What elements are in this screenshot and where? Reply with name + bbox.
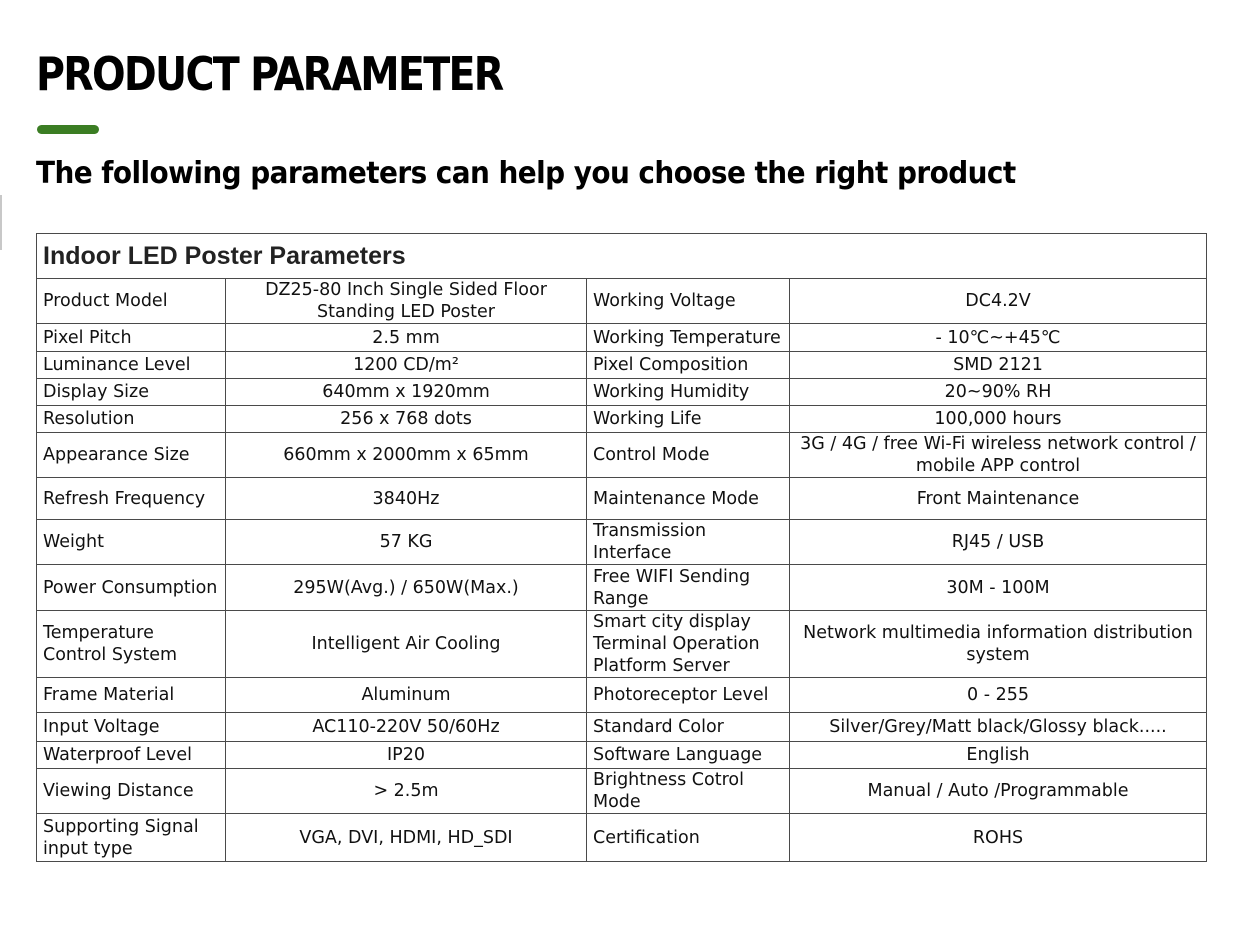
table-title-row	[37, 234, 1207, 279]
param-label: Weight	[37, 520, 226, 565]
param-label: Supporting Signal input type	[37, 814, 226, 862]
table-row	[37, 478, 1207, 520]
param-value: VGA, DVI, HDMI, HD_SDI	[226, 814, 587, 862]
param-value: Manual / Auto /Programmable	[790, 769, 1207, 814]
param-label: Waterproof Level	[37, 742, 226, 769]
param-value: 640mm x 1920mm	[226, 379, 587, 406]
param-label: Working Humidity	[587, 379, 790, 406]
param-value: 2.5 mm	[226, 324, 587, 352]
param-label: Product Model	[37, 279, 226, 324]
param-value: DZ25-80 Inch Single Sided Floor Standing LED Poster	[226, 279, 587, 324]
param-value: Intelligent Air Cooling	[226, 611, 587, 678]
param-label: Viewing Distance	[37, 769, 226, 814]
param-label: Input Voltage	[37, 713, 226, 742]
table-title: Indoor LED Poster Parameters	[37, 234, 1207, 279]
param-label: Control Mode	[587, 433, 790, 478]
param-value: English	[790, 742, 1207, 769]
param-value: > 2.5m	[226, 769, 587, 814]
table-row	[37, 379, 1207, 406]
param-label: Display Size	[37, 379, 226, 406]
param-label: Refresh Frequency	[37, 478, 226, 520]
param-label: Maintenance Mode	[587, 478, 790, 520]
table-row	[37, 324, 1207, 352]
param-label: Brightness Cotrol Mode	[587, 769, 790, 814]
param-value: 660mm x 2000mm x 65mm	[226, 433, 587, 478]
param-value: 100,000 hours	[790, 406, 1207, 433]
param-label: Photoreceptor Level	[587, 678, 790, 713]
param-value: AC110-220V 50/60Hz	[226, 713, 587, 742]
table-body	[37, 279, 1207, 862]
param-value: 20~90% RH	[790, 379, 1207, 406]
param-label: Pixel Pitch	[37, 324, 226, 352]
edge-divider	[0, 195, 2, 250]
param-label: Working Voltage	[587, 279, 790, 324]
param-label: Transmission Interface	[587, 520, 790, 565]
table-row	[37, 742, 1207, 769]
page-subtitle: The following parameters can help you choose the right product	[36, 156, 1016, 191]
param-value: 1200 CD/m²	[226, 352, 587, 379]
param-value: 3840Hz	[226, 478, 587, 520]
param-value: RJ45 / USB	[790, 520, 1207, 565]
param-label: Luminance Level	[37, 352, 226, 379]
param-label: Temperature Control System	[37, 611, 226, 678]
param-value: 57 KG	[226, 520, 587, 565]
param-value: ROHS	[790, 814, 1207, 862]
param-value: Aluminum	[226, 678, 587, 713]
param-label: Frame Material	[37, 678, 226, 713]
accent-bar	[37, 125, 99, 134]
param-value: 256 x 768 dots	[226, 406, 587, 433]
param-label: Working Temperature	[587, 324, 790, 352]
param-label: Power Consumption	[37, 565, 226, 611]
table-row	[37, 611, 1207, 678]
param-label: Software Language	[587, 742, 790, 769]
param-value: 30M - 100M	[790, 565, 1207, 611]
param-value: 0 - 255	[790, 678, 1207, 713]
table-row	[37, 279, 1207, 324]
table-row	[37, 769, 1207, 814]
param-label: Standard Color	[587, 713, 790, 742]
param-label: Free WIFI Sending Range	[587, 565, 790, 611]
param-value: - 10℃~+45℃	[790, 324, 1207, 352]
param-value: IP20	[226, 742, 587, 769]
table-row	[37, 678, 1207, 713]
param-value: 3G / 4G / free Wi-Fi wireless network control / mobile APP control	[790, 433, 1207, 478]
param-value: DC4.2V	[790, 279, 1207, 324]
table-row	[37, 814, 1207, 862]
table-row	[37, 713, 1207, 742]
param-label: Certification	[587, 814, 790, 862]
page-title: PRODUCT PARAMETER	[36, 47, 503, 101]
param-label: Resolution	[37, 406, 226, 433]
table-row	[37, 565, 1207, 611]
parameters-table	[36, 233, 1207, 862]
param-label: Appearance Size	[37, 433, 226, 478]
param-value: Front Maintenance	[790, 478, 1207, 520]
table-row	[37, 352, 1207, 379]
table-row	[37, 406, 1207, 433]
param-value: Network multimedia information distribution system	[790, 611, 1207, 678]
param-label: Smart city display Terminal Operation Platform Server	[587, 611, 790, 678]
param-value: Silver/Grey/Matt black/Glossy black.....	[790, 713, 1207, 742]
param-value: 295W(Avg.) / 650W(Max.)	[226, 565, 587, 611]
table-row	[37, 433, 1207, 478]
table-row	[37, 520, 1207, 565]
param-label: Working Life	[587, 406, 790, 433]
param-label: Pixel Composition	[587, 352, 790, 379]
param-value: SMD 2121	[790, 352, 1207, 379]
